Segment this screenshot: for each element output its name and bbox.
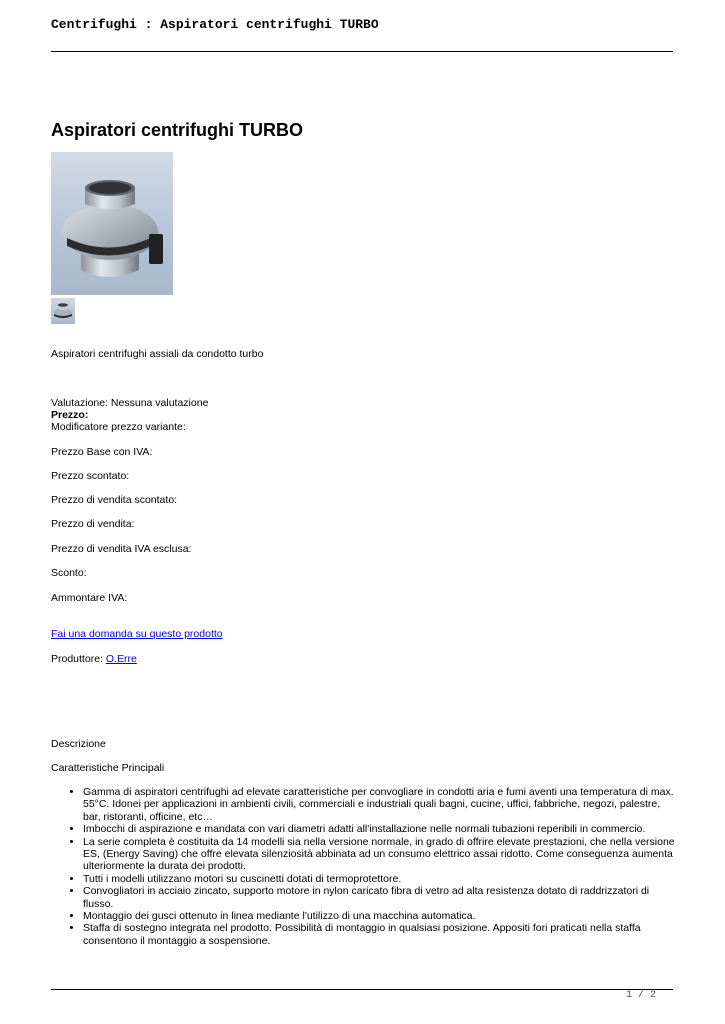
fan-thumbnail-illustration	[51, 298, 75, 324]
price-field-sale-discounted: Prezzo di vendita scontato:	[51, 494, 178, 506]
list-item: • Tutti i modelli utilizzano motori su cuscinetti dotati di termoprotettore.	[83, 873, 676, 885]
centrifugal-fan-illustration	[51, 152, 173, 295]
header-divider	[51, 51, 673, 52]
list-item: • La serie completa è costituita da 14 modelli sia nella versione normale, in grado di offrire elevate prestazioni, che nella versione ES, (Energy Saving) che offre elevata silenziosità abbinata ad un consumo elettrico assai ridotto. Come conseguenza aumenta ulteriormente la durata dei prodotti.	[83, 836, 676, 873]
footer-divider	[51, 989, 673, 990]
list-item: • Imbocchi di aspirazione e mandata con vari diametri adatti all'installazione nelle normali tubazioni reperibili in commercio.	[83, 823, 676, 835]
product-image[interactable]	[51, 152, 173, 295]
list-item: • Staffa di sostegno integrata nel prodotto. Possibilità di montaggio in qualsiasi posizione. Appositi fori praticati nella staffa consentono il montaggio a sospensione.	[83, 922, 676, 947]
short-description: Aspiratori centrifughi assiali da condotto turbo	[51, 348, 264, 360]
price-field-sale-excl-vat: Prezzo di vendita IVA esclusa:	[51, 543, 192, 555]
price-field-discounted: Prezzo scontato:	[51, 470, 130, 482]
list-item: • Convogliatori in acciaio zincato, supporto motore in nylon caricato fibra di vetro ad alta resistenza dotato di raddrizzatori di flusso.	[83, 885, 676, 910]
price-field-vat-amount: Ammontare IVA:	[51, 592, 128, 604]
features-list	[51, 786, 676, 947]
list-item: • Montaggio dei gusci ottenuto in linea mediante l'utilizzo di una macchina automatica.	[83, 910, 676, 922]
list-item: • Gamma di aspiratori centrifughi ad elevate caratteristiche per convogliare in condotti aria e fumi aventi una temperatura di max. 55°C. Idonei per applicazioni in ambienti civili, commerciali e industriali quali bagni, cucine, uffici, fabbriche, negozi, palestre, bar, ristoranti, officine, etc…	[83, 786, 676, 823]
manufacturer-link[interactable]: O.Erre	[105, 653, 137, 665]
price-field-sale: Prezzo di vendita:	[51, 518, 135, 530]
price-label: Prezzo:	[51, 409, 89, 421]
product-thumbnail[interactable]	[51, 298, 75, 324]
features-heading: Caratteristiche Principali	[51, 762, 165, 774]
price-field-base-with-vat: Prezzo Base con IVA:	[51, 446, 153, 458]
document-header-title: Centrifughi : Aspiratori centrifughi TURBO	[51, 17, 379, 32]
page-number: 1 / 2	[625, 990, 656, 1001]
product-title: Aspiratori centrifughi TURBO	[51, 120, 304, 140]
price-field-discount: Sconto:	[51, 567, 87, 579]
ask-question-link[interactable]: Fai una domanda su questo prodotto	[51, 628, 223, 640]
rating-text: Valutazione: Nessuna valutazione	[51, 397, 209, 409]
description-heading: Descrizione	[51, 738, 106, 750]
manufacturer-line	[51, 653, 137, 665]
price-field-variant-modifier: Modificatore prezzo variante:	[51, 421, 186, 433]
manufacturer-label: Produttore:	[51, 653, 103, 665]
